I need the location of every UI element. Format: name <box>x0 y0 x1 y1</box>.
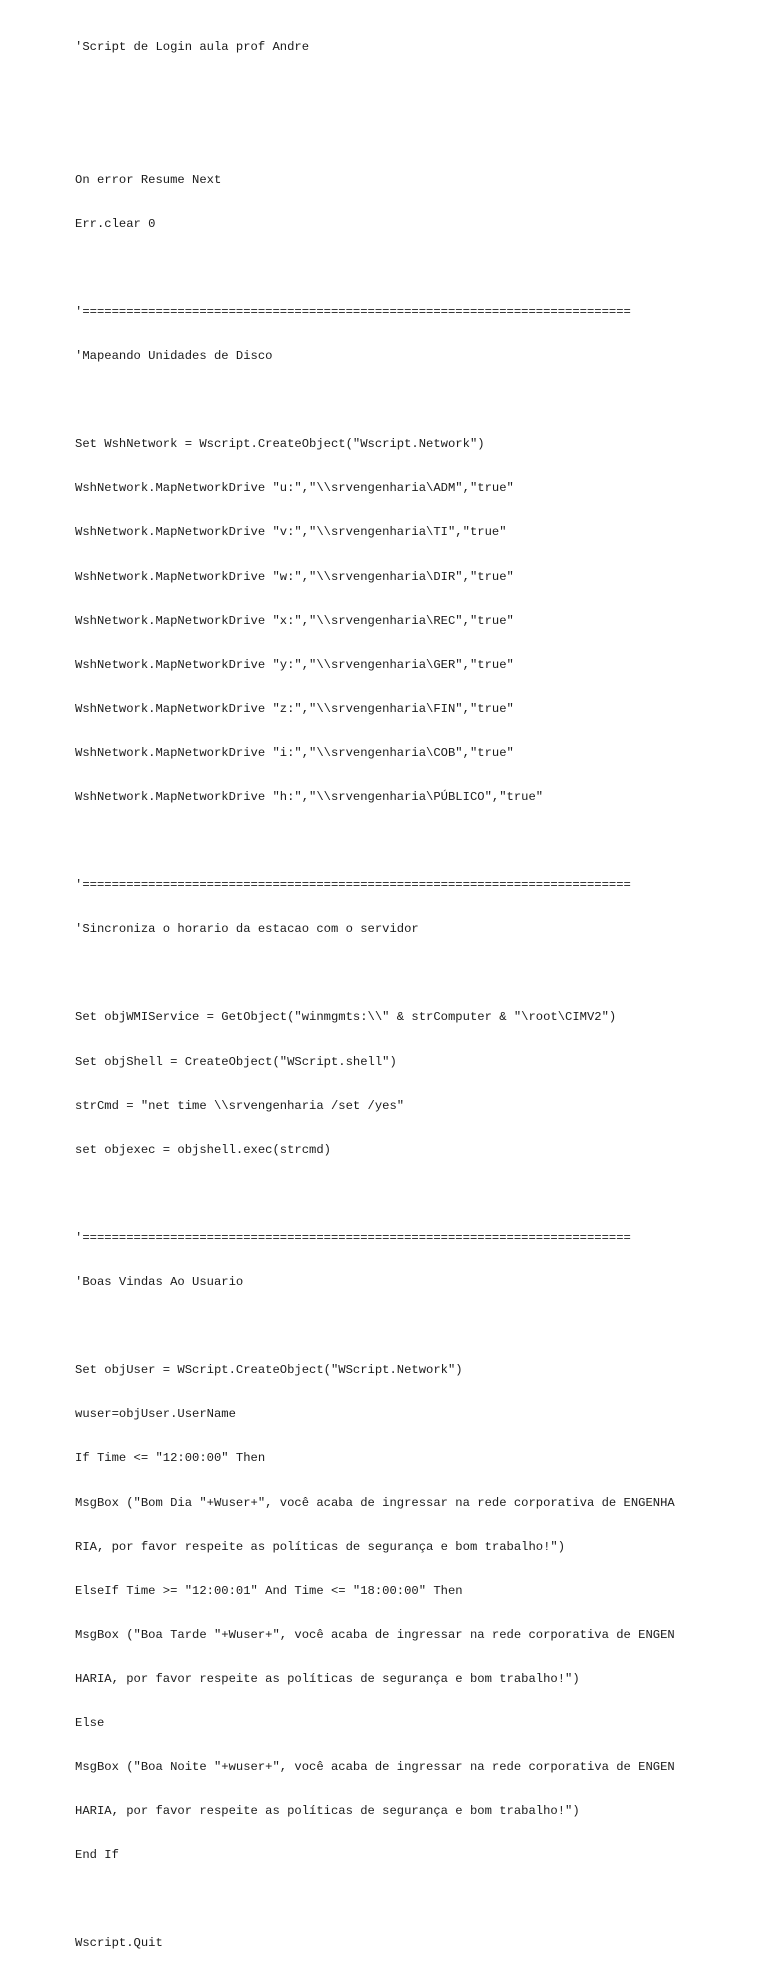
code-line: WshNetwork.MapNetworkDrive "y:","\\srvengenharia\GER","true" <box>75 657 514 672</box>
code-line: Set objUser = WScript.CreateObject("WScript.Network") <box>75 1363 463 1378</box>
section-heading: 'Sincroniza o horario da estacao com o servidor <box>75 922 419 937</box>
code-line: strCmd = "net time \\srvengenharia /set /yes" <box>75 1098 405 1113</box>
code-line: WshNetwork.MapNetworkDrive "v:","\\srvengenharia\TI","true" <box>75 525 507 540</box>
script-code-block <box>75 11 755 1981</box>
code-line: WshNetwork.MapNetworkDrive "u:","\\srvengenharia\ADM","true" <box>75 481 514 496</box>
code-line: Set WshNetwork = Wscript.CreateObject("Wscript.Network") <box>75 437 485 452</box>
code-line <box>75 261 755 276</box>
section-divider: '=========================================================================== <box>75 878 631 893</box>
code-line <box>75 1187 755 1202</box>
code-line: MsgBox ("Boa Tarde "+Wuser+", você acaba de ingressar na rede corporativa de ENGEN <box>75 1627 675 1642</box>
code-line: End If <box>75 1848 119 1863</box>
code-line: Wscript.Quit <box>75 1936 163 1951</box>
section-divider: '=========================================================================== <box>75 304 631 319</box>
section-heading: 'Mapeando Unidades de Disco <box>75 349 273 364</box>
code-line <box>75 1892 755 1907</box>
code-line: Else <box>75 1715 105 1730</box>
code-line: wuser=objUser.UserName <box>75 1407 236 1422</box>
code-line: Err.clear 0 <box>75 216 156 231</box>
section-divider: '=========================================================================== <box>75 1230 631 1245</box>
code-line: ElseIf Time >= "12:00:01" And Time <= "18:00:00" Then <box>75 1583 463 1598</box>
code-line: MsgBox ("Boa Noite "+wuser+", você acaba de ingressar na rede corporativa de ENGEN <box>75 1760 675 1775</box>
code-line <box>75 85 755 100</box>
code-line: MsgBox ("Bom Dia "+Wuser+", você acaba de ingressar na rede corporativa de ENGENHA <box>75 1495 675 1510</box>
code-line: WshNetwork.MapNetworkDrive "h:","\\srvengenharia\PÚBLICO","true" <box>75 790 544 804</box>
code-line: HARIA, por favor respeite as políticas de segurança e bom trabalho!") <box>75 1671 580 1686</box>
code-line: RIA, por favor respeite as políticas de segurança e bom trabalho!") <box>75 1539 566 1554</box>
code-line: If Time <= "12:00:00" Then <box>75 1451 266 1466</box>
code-line: WshNetwork.MapNetworkDrive "z:","\\srvengenharia\FIN","true" <box>75 701 514 716</box>
code-line: Set objWMIService = GetObject("winmgmts:\\" & strComputer & "\root\CIMV2") <box>75 1010 617 1025</box>
code-line <box>75 966 755 981</box>
code-line: On error Resume Next <box>75 172 222 187</box>
code-line <box>75 1319 755 1334</box>
code-line: WshNetwork.MapNetworkDrive "i:","\\srvengenharia\COB","true" <box>75 745 514 760</box>
code-line: WshNetwork.MapNetworkDrive "x:","\\srvengenharia\REC","true" <box>75 613 514 628</box>
code-line: Set objShell = CreateObject("WScript.shell") <box>75 1054 397 1069</box>
code-line <box>75 393 755 408</box>
code-line <box>75 129 755 144</box>
code-line: set objexec = objshell.exec(strcmd) <box>75 1142 331 1157</box>
code-line: WshNetwork.MapNetworkDrive "w:","\\srvengenharia\DIR","true" <box>75 569 514 584</box>
code-line: 'Script de Login aula prof Andre <box>75 40 310 55</box>
code-line <box>75 834 755 849</box>
section-heading: 'Boas Vindas Ao Usuario <box>75 1275 244 1290</box>
code-line: HARIA, por favor respeite as políticas de segurança e bom trabalho!") <box>75 1804 580 1819</box>
